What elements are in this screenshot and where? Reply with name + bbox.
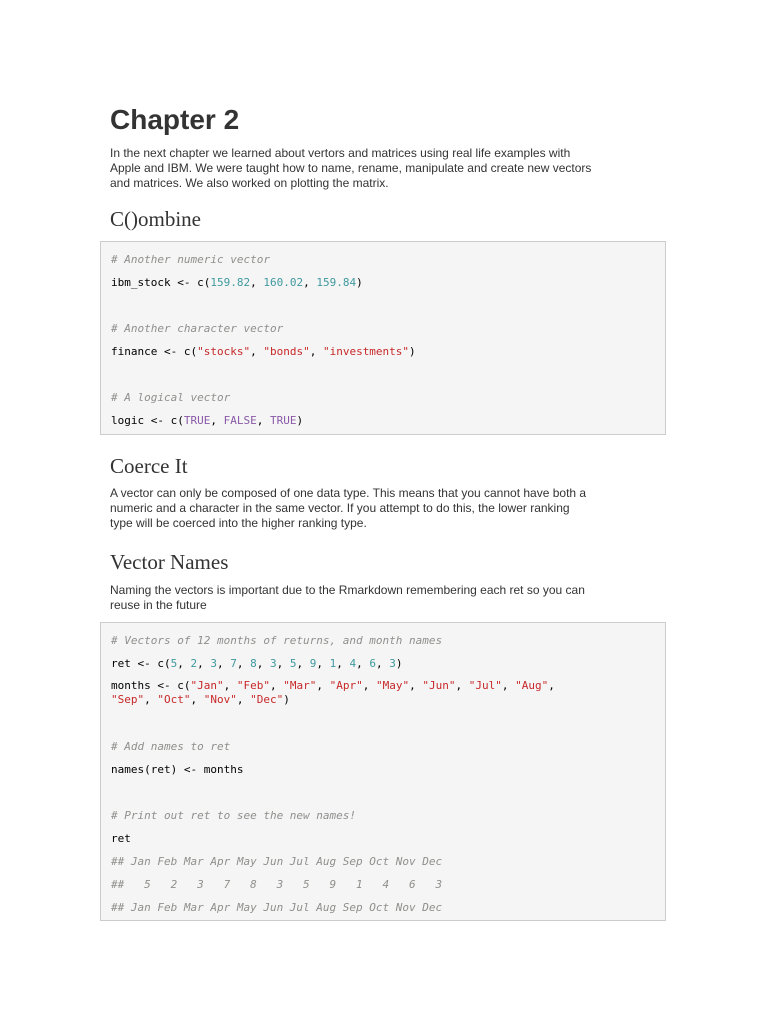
code-separator: , (190, 693, 204, 706)
month-string: "Dec" (250, 693, 284, 706)
code-output-line: ## Jan Feb Mar Apr May Jun Jul Aug Sep Oct Nov Dec (111, 855, 443, 868)
month-string: "Jun" (422, 679, 456, 692)
ret-value: 5 (289, 657, 297, 670)
ret-value: 9 (309, 657, 317, 670)
code-separator: , (144, 693, 158, 706)
code-comment: # A logical vector (111, 391, 231, 404)
ret-value: 6 (369, 657, 376, 670)
chapter-title: Chapter 2 (110, 104, 240, 135)
code-separator: , (177, 657, 191, 670)
coerce-section (110, 452, 670, 531)
code-separator: , (356, 657, 370, 670)
code-separator: , (269, 679, 284, 692)
code-line-logic: logic <- c(TRUE, FALSE, TRUE) (111, 414, 304, 427)
code-output-line: ## Jan Feb Mar Apr May Jun Jul Aug Sep Oct Nov Dec (111, 901, 443, 914)
section-title-combine: C()ombine (110, 207, 201, 231)
code-separator: , (296, 657, 310, 670)
ret-value: 7 (230, 657, 237, 670)
code-line-ret: ret <- c(5, 2, 3, 7, 8, 3, 5, 9, 1, 4, 6, 3) (111, 657, 403, 670)
month-string: "Aug" (515, 679, 549, 692)
ret-value: 3 (389, 657, 396, 670)
section-title-coerce: Coerce It (110, 454, 188, 478)
code-separator: , (316, 679, 330, 692)
code-separator: , (236, 693, 251, 706)
code-line-names: names(ret) <- months (111, 763, 244, 776)
code-separator: , (216, 657, 231, 670)
code-separator: , (362, 679, 376, 692)
ret-value: 3 (269, 657, 277, 670)
intro-section (110, 100, 670, 191)
vector-names-line-2: reuse in the future (110, 598, 207, 612)
code-line-ibm-stock: ibm_stock <- c(159.82, 160.02, 159.84) (111, 276, 363, 289)
ret-value: 5 (170, 657, 178, 670)
code-line-ret-print: ret (111, 832, 131, 845)
intro-line-1: In the next chapter we learned about vertors and matrices using real life examples with (110, 146, 571, 160)
coerce-line-2: numeric and a character in the same vector. If you attempt to do this, the lower ranking (110, 501, 570, 515)
ret-value: 3 (210, 657, 217, 670)
code-comment: # Print out ret to see the new names! (111, 809, 357, 822)
month-string: "Sep" (111, 693, 145, 706)
code-separator: , (236, 657, 251, 670)
ret-value: 8 (250, 657, 257, 670)
month-string: "Nov" (203, 693, 237, 706)
code-separator: , (336, 657, 350, 670)
code-separator: , (501, 679, 516, 692)
code-line-finance: finance <- c("stocks", "bonds", "investments") (111, 345, 416, 358)
code-separator: , (548, 679, 555, 692)
month-string: "Jan" (190, 679, 224, 692)
month-string: "Apr" (329, 679, 363, 692)
ret-value: 1 (329, 657, 337, 670)
vector-names-line-1: Naming the vectors is important due to the Rmarkdown remembering each ret so you can (110, 583, 585, 597)
month-string: "Jul" (468, 679, 502, 692)
code-comment: # Another character vector (111, 322, 284, 335)
code-separator: , (256, 657, 270, 670)
coerce-line-1: A vector can only be composed of one data type. This means that you cannot have both a (110, 486, 587, 500)
code-separator: , (197, 657, 211, 670)
month-string: "Oct" (157, 693, 191, 706)
month-string: "Feb" (236, 679, 270, 692)
month-string: "Mar" (283, 679, 317, 692)
code-separator: , (316, 657, 330, 670)
intro-line-2: Apple and IBM. We were taught how to name, rename, manipulate and create new vectors (110, 161, 592, 175)
code-comment: # Vectors of 12 months of returns, and month names (111, 634, 443, 647)
code-separator: , (223, 679, 237, 692)
code-separator: , (375, 657, 390, 670)
code-block-vector-names (100, 622, 666, 921)
code-line-months: months <- c("Jan", "Feb", "Mar", "Apr", "May", "Jun", "Jul", "Aug", (111, 679, 555, 692)
code-paren: ) (395, 657, 403, 670)
code-separator: , (409, 679, 423, 692)
code-line-months-continued (111, 693, 655, 707)
code-separator: , (455, 679, 469, 692)
ret-value: 4 (349, 657, 357, 670)
code-comment: # Add names to ret (111, 740, 231, 753)
code-block-combine (100, 241, 666, 435)
code-paren: ) (283, 693, 290, 706)
vector-names-section (110, 548, 670, 613)
ret-value: 2 (190, 657, 198, 670)
coerce-line-3: type will be coerced into the higher ranking type. (110, 516, 367, 530)
month-string: "May" (375, 679, 410, 692)
intro-line-3: and matrices. We also worked on plotting the matrix. (110, 176, 389, 190)
section-title-vector-names: Vector Names (110, 550, 229, 574)
code-comment: # Another numeric vector (111, 253, 270, 266)
code-separator: , (276, 657, 290, 670)
code-output-line: ## 5 2 3 7 8 3 5 9 1 4 6 3 (111, 878, 443, 891)
combine-heading-wrap (110, 205, 670, 233)
